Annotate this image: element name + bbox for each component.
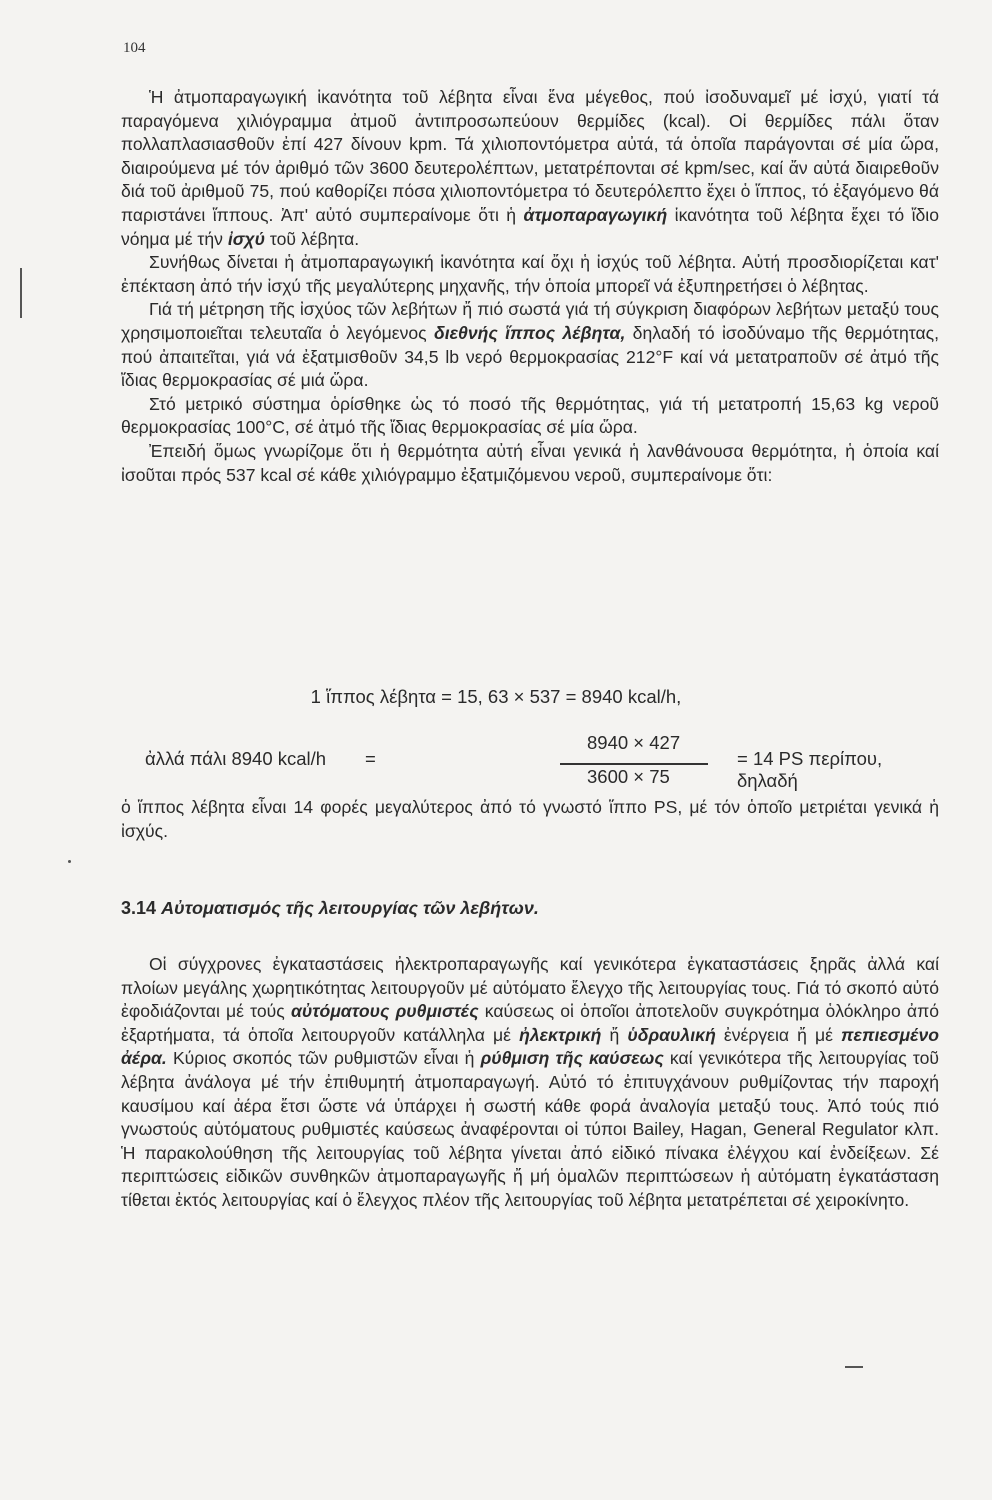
text-run: Στό μετρικό σύστημα ὁρίσθηκε ὡς τό ποσό τῆς θερμότητας, γιά τή μετατροπή 15,63 kg νεροῦ θερμοκρασίας 100°C, σέ ἀτμό τῆς ἴδιας θερμοκρασίας σέ μία ὥρα.: [121, 393, 939, 438]
emphasized-term: ἠλεκτρική: [519, 1024, 602, 1045]
paragraph: [121, 298, 939, 392]
text-run: Ἡ ἀτμοπαραγωγική ἱκανότητα τοῦ λέβητα εἶναι ἕνα μέγεθος, πού ἰσοδυναμεῖ μέ ἰσχύ, γιατί τά παραγόμενα χιλιόγραμμα ἀτμοῦ ἀντιπροσωπεύουν θερμίδες (kcal). Οἱ θερμίδες πάλι ὅταν πολλαπλασιασθοῦν ἐπί 427 δίνουν kpm. Τά χιλιοποντόμετρα αὐτά, τά ὁποῖα παράγονται σέ μία ὥρα, διαιρούμενα μέ τόν ἀριθμό τῶν 3600 δευτερολέπτων, μετατρέπονται σέ kpm/sec, καί ἄν αὐτά διαιρεθοῦν διά τοῦ ἀριθμοῦ 75, πού καθορίζει πόσα χιλιοποντόμετρα τό δευτερόλεπτο ἔχει ὁ ἵππος, τό ἐξαγόμενο θά παριστάνει ἵππους. Ἀπ' αὐτό συμπεραίνομε ὅτι ἡ: [121, 87, 939, 225]
equation-left-text: ἀλλά πάλι 8940 kcal/h: [145, 748, 327, 769]
fraction-numerator: 8940 × 427: [587, 732, 681, 753]
equation-ps-conversion: [145, 732, 945, 792]
paragraph: [121, 440, 939, 487]
text-run: ἤ: [601, 1024, 628, 1045]
paragraph: [121, 393, 939, 440]
text-run: καύσεως οἱ ὁποῖοι ἀποτελοῦν συγκρότημα ὁλόκληρο ἀπό ἐξαρτήματα, τά ὁποῖα λειτουργοῦν κατάλληλα μέ: [121, 1001, 939, 1045]
emphasized-term: διεθνής ἵππος λέβητα,: [434, 322, 626, 343]
equation-equals: =: [365, 748, 376, 769]
paragraph: ὁ ἵππος λέβητα εἶναι 14 φορές μεγαλύτερος ἀπό τό γνωστό ἵππο PS, μέ τόν ὁποῖο μετριέται γενικά ἡ ἰσχύς.: [121, 797, 939, 841]
section-heading: [121, 898, 539, 919]
emphasized-term: ρύθμιση τῆς καύσεως: [480, 1048, 664, 1069]
emphasized-term: ὑδραυλική: [627, 1024, 716, 1045]
section-number: 3.14: [121, 898, 157, 918]
text-run: δηλαδή τό ἰσοδύναμο τῆς θερμότητας, πού ἀπαιτεῖται, γιά νά ἐξατμισθοῦν 34,5 lb νερό θερμοκρασίας 212°F καί νά μετατραποῦν σέ ἀτμό τῆς ἴδιας θερμοκρασίας σέ μιά ὥρα.: [121, 322, 939, 391]
text-run: Κύριος σκοπός τῶν ρυθμιστῶν εἶναι ἡ: [166, 1048, 481, 1069]
body-text-top: [121, 86, 939, 487]
text-run: Οἱ σύγχρονες ἐγκαταστάσεις ἠλεκτροπαραγωγῆς καί γενικότερα ἐγκαταστάσεις ξηρᾶς ἀλλά καί πλοίων μεγάλης χωρητικότητας λειτουργοῦν μέ αὐτόματο ἔλεγχο τῆς λειτουργίας τους. Γιά τό σκοπό αὐτό ἐφοδιάζονται μέ τούς: [121, 954, 939, 1022]
equation-boiler-horsepower: 1 ἵππος λέβητα = 15, 63 × 537 = 8940 kcal/h,: [310, 686, 682, 707]
section-title: Αὐτοματισμός τῆς λειτουργίας τῶν λεβήτων.: [161, 898, 539, 918]
page-number: 104: [123, 40, 146, 56]
emphasized-term: ἀτμοπαραγωγική: [523, 204, 668, 225]
text-run: καί γενικότερα τῆς λειτουργίας τοῦ λέβητα ἀνάλογα μέ τήν ἐπιθυμητή ἀτμοπαραγωγή. Αὐτό τό ἐπιτυγχάνουν ρυθμίζοντας τήν παροχή καυσίμου καί ἀέρα ἔτσι ὥστε νά ὑπάρχει ἡ σωστή κάθε φορά ἀναλογία μεταξύ τους. Ἀπό τούς πιό γνωστούς αὐτόματους ρυθμιστές καύσεως ἀναφέρονται οἱ τύποι Bailey, Hagan, General Regulator κλπ. Ἡ παρακολούθηση τῆς λειτουργίας τοῦ λέβητα γίνεται ἀπό εἰδικό πίνακα ἐλέγχου καί ἐνδείξεων. Σέ περιπτώσεις εἰδικῶν συνθηκῶν ἀτμοπαραγωγῆς ἤ μή ὁμαλῶν περιπτώσεων ἡ αὐτόματη ἐγκατάσταση τίθεται ἐκτός λειτουργίας καί ὁ ἔλεγχος πλέον τῆς λειτουργίας τοῦ λέβητα μετατρέπεται σέ χειροκίνητο.: [121, 1048, 939, 1210]
text-run: Γιά τή μέτρηση τῆς ἰσχύος τῶν λεβήτων ἤ πιό σωστά γιά τή σύγκριση διαφόρων λεβήτων μεταξύ τους χρησιμοποιεῖται τελευταῖα ὁ λεγόμενος: [121, 299, 939, 343]
text-run: Ἐπειδή ὅμως γνωρίζομε ὅτι ἡ θερμότητα αὐτή εἶναι γενικά ἡ λανθάνουσα θερμότητα, ἡ ὁποία καί ἰσοῦται πρός 537 kcal σέ κάθε χιλιόγραμμο ἐξατμιζόμενου νεροῦ, συμπεραίνομε ὅτι:: [121, 440, 939, 485]
paragraph: [121, 251, 939, 298]
paragraph: [121, 953, 939, 1213]
body-text-after-equation: [121, 796, 939, 843]
text-run: Συνήθως δίνεται ἡ ἀτμοπαραγωγική ἱκανότητα καί ὄχι ἡ ἰσχύς τοῦ λέβητα. Αὐτή προσδιορίζεται κατ' ἐπέκταση ἀπό τήν ἰσχύ τῆς μεγαλύτερης μηχανῆς, τήν ὁποία μπορεῖ νά ἐξυπηρετήσει ὁ λέβητας.: [121, 252, 939, 296]
emphasized-term: ἰσχύ: [227, 228, 265, 249]
paragraph: [121, 86, 939, 251]
text-run: ἐνέργεια ἤ μέ: [715, 1024, 842, 1045]
emphasized-term: αὐτόματους ρυθμιστές: [290, 1001, 479, 1022]
text-run: τοῦ λέβητα.: [265, 228, 360, 249]
margin-mark: [68, 860, 71, 863]
margin-mark: [845, 1366, 863, 1368]
margin-mark: [20, 268, 22, 318]
text-run: ἱκανότητα τοῦ λέβητα ἔχει τό ἴδιο νόημα μέ τήν: [121, 204, 940, 249]
body-text-section: [121, 953, 939, 1213]
equation-result: = 14 PS περίπου, δηλαδή: [737, 748, 883, 791]
fraction-denominator: 3600 × 75: [587, 766, 670, 787]
fraction-bar: [560, 763, 708, 765]
emphasized-term: πεπιεσμένο ἀέρα.: [121, 1024, 940, 1069]
